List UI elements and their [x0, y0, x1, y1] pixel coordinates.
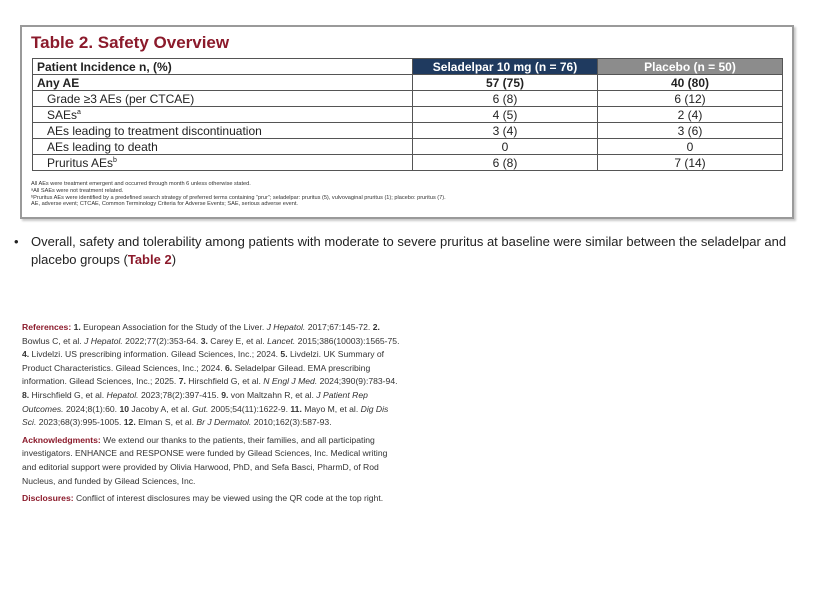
- row-label: Any AE: [33, 75, 413, 91]
- reference-text: 2022;77(2):353-64.: [122, 335, 201, 346]
- journal-name: N Engl J Med.: [263, 376, 318, 387]
- reference-text: Livdelzi. UK Summary of Product Characteristics. Gilead Sciences, Inc.; 2024.: [22, 349, 385, 373]
- row-label: Pruritus AEs$^b$: [33, 155, 413, 171]
- table-title: Table 2. Safety Overview: [31, 33, 230, 52]
- journal-name: Hepatol.: [106, 389, 139, 400]
- placebo-value: 2 (4): [598, 107, 783, 123]
- reference-number: 3.: [200, 335, 208, 346]
- table-row: [33, 139, 783, 155]
- footnote-marker: a: [77, 108, 81, 116]
- table-row: [33, 75, 783, 91]
- reference-text: Elman S, et al.: [135, 417, 197, 428]
- reference-text: 2005;54(11):1622-9.: [208, 403, 291, 414]
- reference-text: 2015;386(10003):1565-75.: [295, 335, 400, 346]
- reference-text: Hirschfield G, et al.: [185, 376, 264, 387]
- journal-name: J Hepatol.: [266, 322, 306, 332]
- footnote: All AEs were treatment emergent and occurred through month 6 unless otherwise stated.: [31, 181, 251, 187]
- reference-number: 9.: [221, 389, 229, 400]
- footnote-marker: b: [113, 156, 117, 164]
- reference-number: 8.: [22, 389, 30, 400]
- reference-number: 2.: [372, 322, 380, 332]
- placebo-value: 40 (80): [598, 75, 783, 91]
- row-label: Grade ≥3 AEs (per CTCAE): [33, 91, 413, 107]
- reference-text: Bowlus C, et al.: [22, 335, 85, 346]
- acknowledgments-label: Acknowledgments:: [22, 434, 101, 445]
- journal-name: J Hepatol.: [84, 335, 123, 346]
- reference-number: 6.: [225, 362, 233, 373]
- safety-table-panel: [20, 25, 794, 219]
- reference-text: Carey E, et al.: [207, 335, 268, 346]
- journal-name: Br J Dermatol.: [196, 417, 252, 428]
- journal-name: Lancet.: [267, 335, 296, 346]
- reference-text: 2024;390(9):783-94.: [317, 376, 398, 387]
- references-section: [22, 321, 402, 510]
- reference-text: Livdelzi. US prescribing information. Gilead Sciences, Inc.; 2024.: [29, 349, 281, 360]
- table-reference: Table 2: [127, 252, 172, 267]
- bullet-icon: •: [14, 234, 19, 249]
- references-label: References:: [22, 322, 72, 332]
- reference-text: von Maltzahn R, et al.: [228, 389, 317, 400]
- reference-text: 2024;8(1):60.: [63, 403, 120, 414]
- reference-text: Jacoby A, et al.: [129, 403, 193, 414]
- seladelpar-value: 6 (8): [413, 155, 598, 171]
- table-row: [33, 91, 783, 107]
- header-seladelpar: Seladelpar 10 mg (n = 76): [413, 59, 598, 75]
- reference-text: Seladelpar Gilead. EMA prescribing information. Gilead Sciences, Inc.; 2025.: [22, 362, 371, 387]
- seladelpar-value: 3 (4): [413, 123, 598, 139]
- reference-text: European Association for the Study of the Liver.: [80, 322, 267, 332]
- seladelpar-value: 0: [413, 139, 598, 155]
- placebo-value: 6 (12): [598, 91, 783, 107]
- row-label: AEs leading to treatment discontinuation: [33, 123, 413, 139]
- reference-text: Mayo M, et al.: [301, 403, 361, 414]
- seladelpar-value: 4 (5): [413, 107, 598, 123]
- header-placebo: Placebo (n = 50): [598, 59, 783, 75]
- reference-number: 5.: [280, 349, 288, 360]
- disclosures-text: Conflict of interest disclosures may be viewed using the QR code at the top right.: [73, 493, 384, 504]
- reference-text: 2023;78(2):397-415.: [138, 389, 222, 400]
- reference-text: 2023;68(3):995-1005.: [36, 417, 124, 428]
- table-row: [33, 155, 783, 171]
- placebo-value: 3 (6): [598, 123, 783, 139]
- table-row: [33, 107, 783, 123]
- table-header-row: [33, 59, 783, 75]
- reference-text: 2017;67:145-72.: [305, 322, 373, 332]
- footnote: AE, adverse event; CTCAE, Common Terminology Criteria for Adverse Events; SAE, serious adverse event.: [31, 201, 298, 208]
- row-label: AEs leading to death: [33, 139, 413, 155]
- safety-overview-table: [32, 58, 783, 171]
- acknowledgments-text: We extend our thanks to the patients, their families, and all participating investigators. ENHANCE and RESPONSE were funded by Gilead Sciences, Inc. Medical writing and editorial support were provided by Olivia Harwood, PhD, and Sefa Basci, PharmD, of Rod Nucleus, and funded by Gilead Sciences, Inc.: [22, 434, 388, 486]
- footnote: ᵃAll SAEs were not treatment related.: [31, 187, 124, 194]
- bullet-text: Overall, safety and tolerability among patients with moderate to severe pruritus at baseline were similar between the seladelpar and placebo groups (Table 2): [31, 234, 787, 267]
- reference-text: 2010;162(3):587-93.: [251, 417, 332, 428]
- journal-name: Dig Dis Sci.: [22, 403, 389, 428]
- footnote: ᵇPruritus AEs were identified by a predefined search strategy of preferred terms containing “prur”; seladelpar: pruritus (5), vulvovaginal pruritus (1); placebo: pruritus (7).: [31, 194, 446, 201]
- journal-name: J Patient Rep Outcomes.: [22, 389, 368, 414]
- disclosures-paragraph: [22, 492, 402, 506]
- acknowledgments-paragraph: [22, 434, 402, 488]
- table-footnotes: [31, 181, 446, 208]
- references-paragraph: [22, 321, 402, 430]
- reference-number: 7.: [178, 376, 186, 387]
- reference-number: 12.: [123, 417, 136, 428]
- reference-number: 11.: [290, 403, 302, 414]
- reference-number: 1.: [73, 322, 81, 332]
- reference-text: Hirschfield G, et al.: [29, 389, 107, 400]
- journal-name: Gut.: [192, 403, 209, 414]
- disclosures-label: Disclosures:: [22, 493, 74, 504]
- reference-number: 10: [119, 403, 130, 414]
- table-row: [33, 123, 783, 139]
- row-label: SAEs$^a$: [33, 107, 413, 123]
- header-patient-incidence: Patient Incidence n, (%): [33, 59, 413, 75]
- placebo-value: 7 (14): [598, 155, 783, 171]
- reference-number: 4.: [22, 349, 30, 360]
- reference-list: [22, 322, 399, 427]
- placebo-value: 0: [598, 139, 783, 155]
- seladelpar-value: 6 (8): [413, 91, 598, 107]
- seladelpar-value: 57 (75): [413, 75, 598, 91]
